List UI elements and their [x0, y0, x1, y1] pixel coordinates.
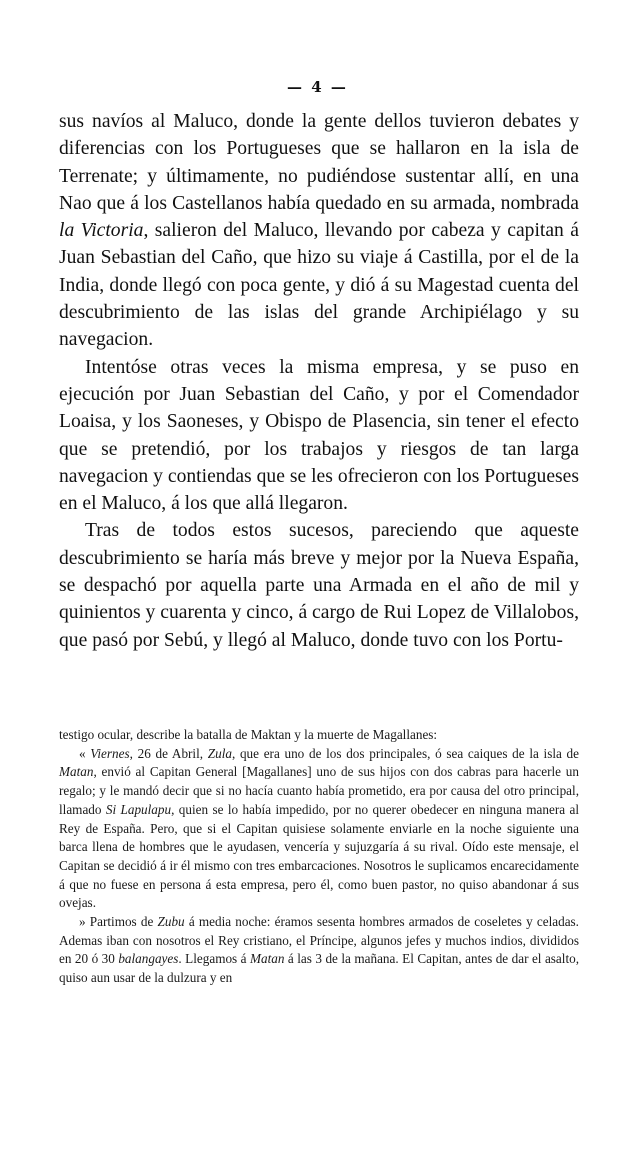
footnote-intro: testigo ocular, describe la batalla de Maktan y la muerte de Magallanes:	[59, 727, 438, 742]
footnote-paragraph-1: « Viernes, 26 de Abril, Zula, que era uno de los dos principales, ó sea caiques de la isla de Matan, envió al Capitan General [Magallanes] uno de sus hijos con dos cabras para hacerle un regalo; y le mandó decir que si no hacía cuanto había prometido, era por causa del otro principal, llamado Si Lapulapu, quien se lo había impedido, por no querer obedecer en ninguna manera al Rey de España. Pero, que si el Capitan quisiese solamente enviarle en la noche siguiente una barca llena de hombres que le ayudasen, vencería y sujuzgaría á su rival. Oído este mensaje, el Capitan se decidió á ir él mismo con tres embarcaciones. Nosotros le suplicamos encarecidamente á que no fuese en persona á esta empresa, pero él, como buen pastor, no quiso abandonar á sus ovejas.	[59, 745, 579, 911]
paragraph-1: sus navíos al Maluco, donde la gente dellos tuvieron debates y diferencias con los Portugueses que se hallaron en la isla de Terrenate; y últimamente, no pudiéndose sustentar allí, en una Nao que á los Castellanos había quedado en su armada, nombrada la Victoria, salieron del Maluco, llevando por cabeza y capitan á Juan Sebastian del Caño, que hizo su viaje á Castilla, por el de la India, donde llegó con poca gente, y dió á su Magestad cuenta del descubrimiento de las islas del grande Archipiélago y su navegacion.	[59, 111, 579, 351]
page-number: — 4 —	[287, 78, 348, 96]
main-text	[59, 108, 579, 654]
footnote-paragraph-2: » Partimos de Zubu á media noche: éramos sesenta hombres armados de coseletes y celadas. Ademas iban con nosotros el Rey cristiano, el Príncipe, algunos jefes y muchos indios, divididos en 20 ó 30 balangayes. Llegamos á Matan á las 3 de la mañana. El Capitan, antes de dar el asalto, quiso aun usar de la dulzura y en	[59, 914, 579, 986]
paragraph-3: Tras de todos estos sucesos, pareciendo que aqueste descubrimiento se haría más breve y mejor por la Nueva España, se despachó por aquella parte una Armada en el año de mil y quinientos y cuarenta y cinco, á cargo de Rui Lopez de Villalobos, que pasó por Sebú, y llegó al Maluco, donde tuvo con los Portu-	[59, 520, 579, 651]
footnotes	[59, 726, 579, 988]
paragraph-2: Intentóse otras veces la misma empresa, y se puso en ejecución por Juan Sebastian del Caño, y por el Comendador Loaisa, y los Saoneses, y Obispo de Plasencia, sin tener el efecto que se pretendió, por los trabajos y riesgos de tan larga navegacion y contiendas que se les ofrecieron con los Portugueses en el Maluco, á los que allá llegaron.	[59, 356, 579, 515]
ship-name: la Victoria	[59, 220, 144, 242]
